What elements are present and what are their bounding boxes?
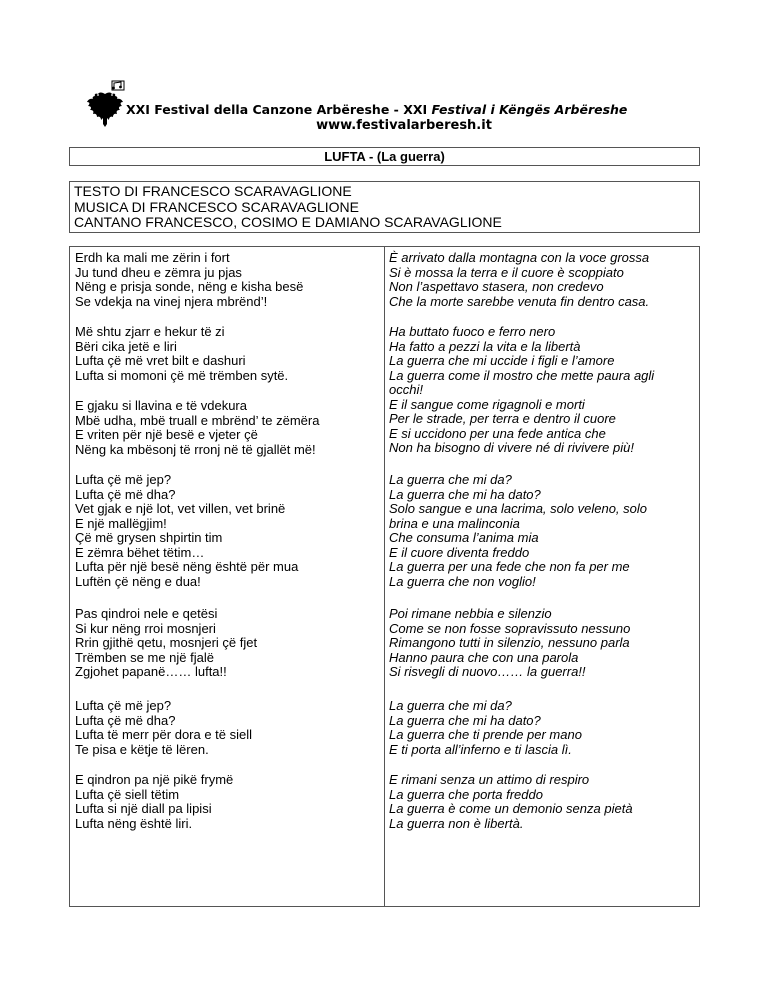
lyric-line: Non l’aspettavo stasera, non credevo	[389, 279, 604, 294]
lyric-line: Hanno paura che con una parola	[389, 649, 579, 665]
lyric-line: La guerra per una fede che non fa per me	[389, 559, 630, 574]
lyrics-credit: TESTO DI FRANCESCO SCARAVAGLIONE	[74, 183, 352, 199]
lyric-line: Si risvegli di nuovo…… la guerra!!	[389, 664, 586, 679]
song-title: LUFTA - (La guerra)	[69, 147, 700, 166]
singers-credit: CANTANO FRANCESCO, COSIMO E DAMIANO SCARAVAGLIONE	[74, 214, 502, 230]
lyric-line: Lufta të merr për dora e të siell	[75, 727, 253, 742]
lyric-line: La guerra come il mostro che mette paura agli	[389, 367, 655, 383]
lyric-line: Rimangono tutti in silenzio, nessuno parla	[389, 635, 630, 650]
lyric-line: La guerra che mi da?	[389, 698, 512, 713]
lyric-line: La guerra che ti prende per mano	[389, 727, 582, 742]
lyric-line: La guerra che non voglio!	[389, 573, 536, 589]
lyric-line: E gjaku si llavina e të vdekura	[75, 398, 247, 413]
stanza	[75, 473, 380, 589]
lyric-line: La guerra che mi uccide i figli e l’amore	[389, 353, 615, 368]
stanza	[389, 607, 695, 680]
lyric-line: Ju tund dheu e zëmra ju pjas	[75, 264, 242, 280]
lyric-line: E si uccidono per una fede antica che	[389, 425, 606, 441]
stanza	[389, 325, 695, 456]
lyric-line: brina e una malinconia	[389, 515, 520, 531]
lyric-line: Çë më grysen shpirtin tim	[75, 530, 223, 545]
lyric-line: Bëri cika jetë e liri	[75, 338, 177, 354]
lyric-line: Erdh ka mali me zërin i fort	[75, 250, 230, 265]
lyric-line: Che consuma l’anima mia	[389, 530, 539, 545]
lyric-line: Më shtu zjarr e hekur të zi	[75, 324, 225, 339]
lyric-line: E qindron pa një pikë frymë	[75, 772, 234, 787]
lyric-line: La guerra è come un demonio senza pietà	[389, 801, 633, 816]
lyric-line: La guerra non è libertà.	[389, 815, 524, 831]
music-credit: MUSICA DI FRANCESCO SCARAVAGLIONE	[74, 198, 359, 215]
lyric-line: Te pisa e këtje të lëren.	[75, 741, 209, 757]
song-credits	[69, 181, 700, 233]
stanza	[75, 699, 380, 757]
lyric-line: Mbë udha, mbë truall e mbrënd’ te zëmëra	[75, 412, 320, 428]
lyric-line: È arrivato dalla montagna con la voce grossa	[389, 250, 650, 265]
festival-website: www.festivalarberesh.it	[316, 118, 492, 133]
lyric-line: Poi rimane nebbia e silenzio	[389, 606, 552, 621]
lyric-line: Che la morte sarebbe venuta fin dentro casa.	[389, 293, 650, 309]
lyric-line: Zgjohet papanë…… lufta!!	[75, 664, 227, 679]
stanza	[75, 399, 380, 457]
lyric-line: Lufta si një diall pa lipisi	[75, 801, 212, 816]
lyric-line: Solo sangue e una lacrima, solo veleno, solo	[389, 501, 647, 516]
arberesh-column	[70, 247, 385, 906]
lyric-line: Lufta çë siell tëtim	[75, 786, 180, 802]
lyric-line: Nëng ka mbësonj të rronj në të gjallët më!	[75, 441, 316, 457]
lyric-line: Non ha bisogno di vivere né di rivivere più!	[389, 440, 634, 455]
lyric-line: Lufta çë më dha?	[75, 486, 176, 502]
lyric-line: E zëmra bëhet tëtim…	[75, 544, 205, 560]
lyric-line: Pas qindroi nele e qetësi	[75, 606, 218, 621]
lyric-line: Nëng e prisja sonde, nëng e kisha besë	[75, 279, 304, 294]
lyric-line: Rrin gjithë qetu, mosnjeri çë fjet	[75, 635, 258, 650]
page-header	[84, 80, 684, 132]
lyric-line: La guerra che mi ha dato?	[389, 486, 541, 502]
lyric-line: La guerra che mi ha dato?	[389, 712, 541, 728]
festival-title: XXI Festival della Canzone Arbëreshe - XXI Festival i Këngës Arbëreshe	[126, 102, 628, 117]
lyric-line: Ha fatto a pezzi la vita e la libertà	[389, 338, 581, 354]
lyric-line: E il sangue come rigagnoli e morti	[389, 396, 585, 412]
lyric-line: Si è mossa la terra e il cuore è scoppiato	[389, 264, 624, 280]
stanza	[389, 473, 695, 589]
lyric-line: E një mallëgjim!	[75, 515, 167, 531]
lyric-line: E ti porta all’inferno e ti lascia lì.	[389, 741, 572, 757]
lyric-line: Se vdekja na vinej njera mbrënd’!	[75, 293, 268, 309]
lyrics-table	[69, 246, 700, 907]
lyric-line: Lufta çë më vret bilt e dashuri	[75, 353, 246, 368]
stanza	[75, 325, 380, 383]
lyric-line: Lufta si momoni çë më trëmben sytë.	[75, 367, 289, 383]
lyric-line: Come se non fosse sopravissuto nessuno	[389, 620, 631, 636]
lyric-line: Si kur nëng rroi mosnjeri	[75, 620, 216, 636]
lyric-line: Lufta nëng është liri.	[75, 815, 193, 831]
stanza	[75, 607, 380, 680]
stanza	[75, 773, 380, 831]
lyric-line: Trëmben se me një fjalë	[75, 649, 214, 665]
lyric-line: E vriten për një besë e vjeter çë	[75, 427, 258, 442]
italian-column	[385, 247, 699, 906]
lyric-line: Luftën çë nëng e dua!	[75, 573, 201, 589]
stanza	[389, 699, 695, 757]
lyric-line: Lufta çë më jep?	[75, 698, 172, 713]
lyric-line: E rimani senza un attimo di respiro	[389, 772, 590, 787]
lyric-line: occhi!	[389, 382, 423, 397]
lyric-line: La guerra che mi da?	[389, 472, 512, 487]
lyric-line: Lufta për një besë nëng është për mua	[75, 559, 299, 574]
lyric-line: Ha buttato fuoco e ferro nero	[389, 324, 556, 339]
lyric-line: Per le strade, per terra e dentro il cuore	[389, 411, 616, 426]
stanza	[389, 773, 695, 831]
lyric-line: E il cuore diventa freddo	[389, 544, 530, 560]
lyric-line: La guerra che porta freddo	[389, 786, 543, 802]
lyric-line: Vet gjak e një lot, vet villen, vet brinë	[75, 501, 286, 516]
lyric-line: Lufta çë më jep?	[75, 472, 172, 487]
stanza	[389, 251, 695, 309]
lyric-line: Lufta çë më dha?	[75, 712, 176, 728]
stanza	[75, 251, 380, 309]
